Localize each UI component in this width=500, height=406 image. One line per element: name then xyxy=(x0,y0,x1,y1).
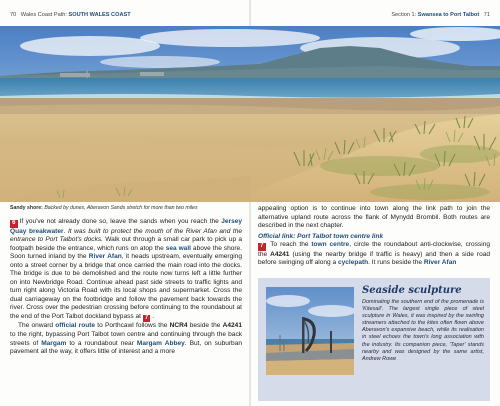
road-a4241: A4241 xyxy=(222,322,242,330)
caption-label: Sandy shore: xyxy=(10,205,43,211)
left-text-column xyxy=(10,218,242,357)
beach-photo xyxy=(0,26,500,202)
text-run: . But, on suburban pavement all the way, it offers little of interest and a more xyxy=(10,339,242,356)
text-run: . xyxy=(152,312,155,320)
place-sea-wall: sea wall xyxy=(165,244,191,252)
right-running-header xyxy=(391,12,490,18)
caption-text: Backed by dunes, Aberavon Sands stretch for more than two miles xyxy=(44,205,198,211)
kitesail-sculpture-photo xyxy=(266,287,354,375)
text-run: . xyxy=(63,227,68,235)
paragraph-official-route xyxy=(10,322,242,356)
official-route-term: official route xyxy=(55,322,96,330)
place-river-afan: River Afan xyxy=(88,253,122,261)
text-run: to the right, bypassing Port Talbot town centre and continuing through the back streets of xyxy=(10,331,242,347)
road-ncr4: NCR4 xyxy=(169,322,188,330)
road-a4241: A4241 xyxy=(270,250,290,258)
book-title: SOUTH WALES COAST xyxy=(68,12,131,18)
waymark-7-badge: 7 xyxy=(143,315,151,323)
sidebar-text: Dominating the southern end of the promenade is 'Kitesail'. The largest single piece of steel sculpture in Wales, it was inspired by the swirling streamers attached to the kites often flown above Aberavon's expansive beach, while its realisation in steel echoes the town's long association with the industry. Its companion piece, 'Taper' stands nearby and was designed by the same artist, Andrew Rowe xyxy=(362,299,484,362)
text-run: , it heads upstream, eventually emerging onto a street corner by a bridge that once carried the main road into the docks. The bridge is due to be demolished and the route now turns left a little further on into Newbridge Road. Continue ahead past side streets to traffic lights and turn right along Victoria Road with its local shops and supermarket. Cross the dual carriageway on the footbridge and follow the pavement back towards the river. Cross over the pedestrian crossing before continuing to the roundabout at the end of the Port Talbot dockland bypass at xyxy=(10,253,242,320)
waymark-7-badge: 7 xyxy=(258,243,266,251)
place-river-afan: River Afan xyxy=(423,259,457,267)
left-running-header xyxy=(10,12,131,18)
italic-note: It was built to protect the mouth of the River Afan and the entrance to Port Talbot's docks. xyxy=(10,227,243,244)
right-page-number: 71 xyxy=(483,12,490,18)
sidebar-box xyxy=(258,278,490,401)
left-page-number: 70 xyxy=(10,12,17,18)
sidebar-title: Seaside sculpture xyxy=(362,285,462,296)
right-text-column xyxy=(258,205,490,268)
waymark-6-badge: 6 xyxy=(10,220,18,228)
text-run: . It runs beside the xyxy=(368,259,424,267)
place-margam-abbey: Margam Abbey xyxy=(136,339,185,347)
place-cyclepath: cyclepath xyxy=(337,259,369,267)
text-run: beside the xyxy=(187,322,223,330)
official-link-heading: Official link: Port Talbot town centre link xyxy=(258,232,384,240)
text-run: to Porthcawl follows the xyxy=(95,322,170,330)
text-run: , circle the roundabout anti-clockwise, crossing the xyxy=(258,241,490,258)
place-jersey-quay: Jersey Quay breakwater xyxy=(10,218,242,235)
book-series: Wales Coast Path: xyxy=(20,12,67,18)
paragraph-route-6 xyxy=(10,218,242,322)
section-title: Swansea to Port Talbot xyxy=(417,12,480,18)
paragraph-continuation: appealing option is to continue into town along the link path to join the alternative upland route across the flank of Mynydd Brombil. Both routes are described in the next chapter. xyxy=(258,205,490,230)
section-label: Section 1: xyxy=(391,12,417,18)
place-margam: Margam xyxy=(41,339,67,347)
paragraph-route-7 xyxy=(258,241,490,268)
text-run: The onward xyxy=(18,322,56,330)
text-run: to a roundabout near xyxy=(66,339,137,347)
text-run: above the shore. Soon turned inland by the xyxy=(10,244,242,261)
text-run: Walk out through a small car park to pick up a footpath beside the entrance, which runs on atop the xyxy=(10,236,242,252)
text-run: (using the nearby bridge if traffic is heavy) and then a side road before swinging off along a xyxy=(258,250,490,267)
place-town-centre: town centre xyxy=(311,241,350,249)
photo-caption xyxy=(10,205,242,212)
text-run: If you've not already done so, leave the sands when you reach the xyxy=(19,218,222,225)
text-run: To reach the xyxy=(267,241,312,249)
